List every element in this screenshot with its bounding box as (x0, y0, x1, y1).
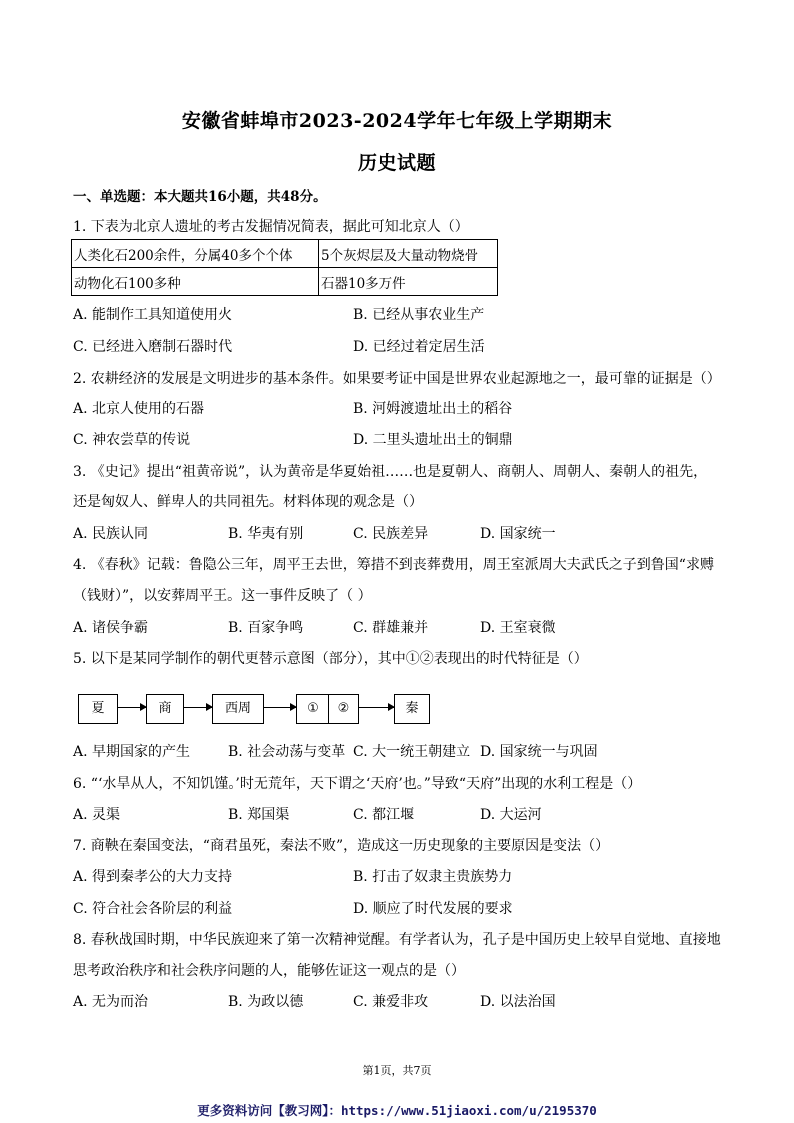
question-4-stem-line2: （钱财）”，以安葬周平王。这一事件反映了（ ） (73, 588, 372, 604)
question-1-option-a: A. 能制作工具知道使用火 (73, 307, 233, 323)
question-4-option-b: B. 百家争鸣 (228, 620, 304, 636)
flow-arrow (183, 707, 212, 708)
question-5-option-c: C. 大一统王朝建立 (353, 744, 471, 760)
question-1-table (71, 239, 498, 296)
page-number: 第1页，共7页 (362, 1064, 432, 1077)
dynasty-flow-diagram (0, 694, 794, 724)
table-row (72, 240, 498, 268)
flow-box-1: ① (296, 694, 330, 724)
flow-arrow (263, 707, 296, 708)
question-8-option-d: D. 以法治国 (480, 994, 556, 1010)
flow-box-qin: 秦 (394, 694, 430, 724)
question-6-option-b: B. 郑国渠 (228, 807, 290, 823)
flow-box-2: ② (328, 694, 359, 724)
table-cell: 人类化石200余件，分属40多个个体 (72, 240, 319, 268)
question-7-option-a: A. 得到秦孝公的大力支持 (73, 869, 233, 885)
question-8-option-c: C. 兼爱非攻 (353, 994, 429, 1010)
table-cell: 石器10多万件 (319, 268, 498, 296)
question-6-option-c: C. 都江堰 (353, 807, 415, 823)
question-2-option-d: D. 二里头遗址出土的铜鼎 (353, 432, 513, 448)
question-3-stem: 3. 《史记》提出“祖黄帝说”，认为黄帝是华夏始祖……也是夏朝人、商朝人、周朝人、秦朝人的祖先， (73, 464, 708, 480)
question-2-option-c: C. 神农尝草的传说 (73, 432, 191, 448)
footer-link[interactable]: 更多资料访问【教习网】：https://www.51jiaoxi.com/u/2195370 (197, 1103, 597, 1118)
question-3-option-c: C. 民族差异 (353, 526, 429, 542)
question-2-option-b: B. 河姆渡遗址出土的稻谷 (353, 401, 513, 417)
flow-arrow (358, 707, 394, 708)
question-1-option-d: D. 已经过着定居生活 (353, 339, 485, 355)
question-4-option-a: A. 诸侯争霸 (73, 620, 149, 636)
question-3-option-a: A. 民族认同 (73, 526, 149, 542)
question-4-option-c: C. 群雄兼并 (353, 620, 429, 636)
question-8-stem-line2: 思考政治秩序和社会秩序问题的人，能够佐证这一观点的是（） (73, 963, 465, 979)
page-subtitle: 历史试题 (357, 152, 436, 174)
question-7-option-b: B. 打击了奴隶主贵族势力 (353, 869, 513, 885)
question-4-option-d: D. 王室衰微 (480, 620, 556, 636)
question-5-option-d: D. 国家统一与巩固 (480, 744, 598, 760)
question-8-option-a: A. 无为而治 (73, 994, 149, 1010)
question-1-stem: 1. 下表为北京人遗址的考古发掘情况简表，据此可知北京人（） (73, 219, 469, 235)
table-cell: 动物化石100多种 (72, 268, 319, 296)
page-title: 安徽省蚌埠市2023-2024学年七年级上学期期末 (181, 110, 613, 132)
question-7-stem: 7. 商鞅在秦国变法，“商君虽死，秦法不败”，造成这一历史现象的主要原因是变法（） (73, 838, 610, 854)
table-row (72, 268, 498, 296)
question-8-stem: 8. 春秋战国时期，中华民族迎来了第一次精神觉醒。有学者认为，孔子是中国历史上较早自觉地、直接地 (73, 932, 721, 948)
question-3-stem-line2: 还是匈奴人、鲜卑人的共同祖先。材料体现的观念是（） (73, 494, 423, 510)
question-5-option-b: B. 社会动荡与变革 (228, 744, 346, 760)
question-4-stem: 4. 《春秋》记载：鲁隐公三年，周平王去世，筹措不到丧葬费用，周王室派周大夫武氏之子到鲁国“求赙 (73, 557, 714, 573)
question-7-option-d: D. 顺应了时代发展的要求 (353, 901, 513, 917)
question-5-stem: 5. 以下是某同学制作的朝代更替示意图（部分），其中①②表现出的时代特征是（） (73, 651, 588, 667)
question-1-option-c: C. 已经进入磨制石器时代 (73, 339, 233, 355)
question-2-stem: 2. 农耕经济的发展是文明进步的基本条件。如果要考证中国是世界农业起源地之一，最可靠的证据是（） (73, 371, 721, 387)
flow-box-xizhou: 西周 (212, 694, 264, 724)
question-6-stem: 6. “‘水旱从人，不知饥馑。’时无荒年，天下谓之‘天府’也。”导致“天府”出现的水利工程是（） (73, 776, 642, 792)
flow-box-xia: 夏 (78, 694, 118, 724)
flow-box-shang: 商 (146, 694, 184, 724)
question-5-option-a: A. 早期国家的产生 (73, 744, 191, 760)
question-3-option-b: B. 华夷有别 (228, 526, 304, 542)
question-2-option-a: A. 北京人使用的石器 (73, 401, 205, 417)
question-1-option-b: B. 已经从事农业生产 (353, 307, 485, 323)
question-8-option-b: B. 为政以德 (228, 994, 304, 1010)
flow-arrow (117, 707, 146, 708)
question-7-option-c: C. 符合社会各阶层的利益 (73, 901, 233, 917)
section-heading: 一、单选题：本大题共16小题，共48分。 (73, 189, 327, 205)
question-6-option-d: D. 大运河 (480, 807, 542, 823)
table-cell: 5个灰烬层及大量动物烧骨 (319, 240, 498, 268)
question-6-option-a: A. 灵渠 (73, 807, 121, 823)
question-3-option-d: D. 国家统一 (480, 526, 556, 542)
